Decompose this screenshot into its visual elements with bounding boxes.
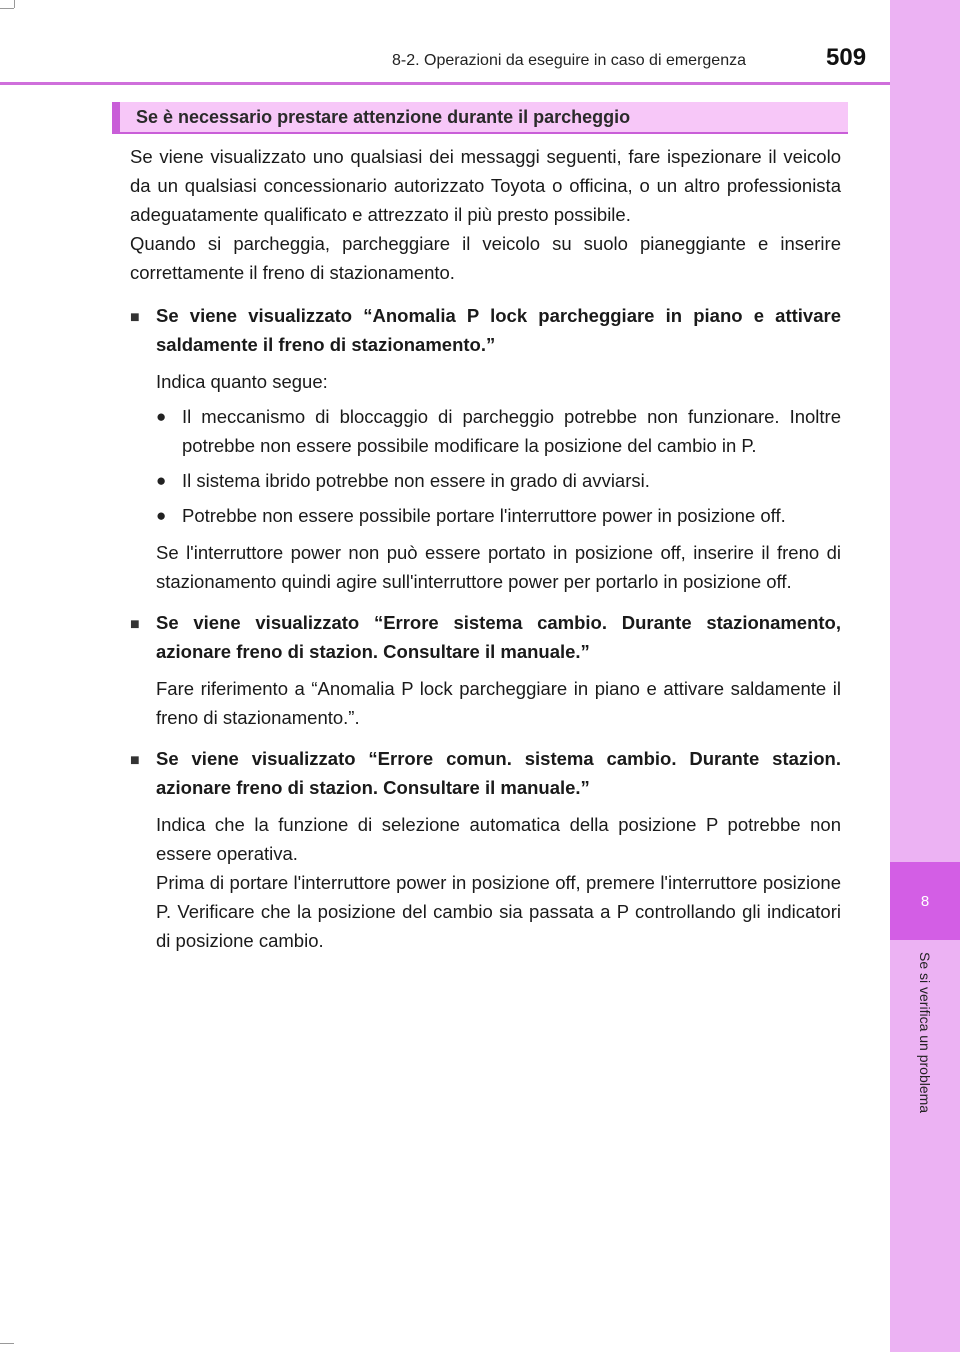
round-bullet-icon: ● [156,471,167,490]
running-header: 8-2. Operazioni da eseguire in caso di emergenza [392,52,746,69]
crop-mark [0,1343,14,1344]
item-heading-text: Se viene visualizzato “Errore comun. sistema cambio. Durante stazion. azionare freno di stazion. Consultare il manuale.” [156,748,841,798]
list-item [130,501,841,530]
square-bullet-icon: ■ [130,616,140,633]
item-heading-text: Se viene visualizzato “Anomalia P lock parcheggiare in piano e attivare saldamente il freno di stazionamento.” [156,305,841,355]
header-rule [0,82,890,85]
crop-mark [14,0,15,8]
square-bullet-icon: ■ [130,752,140,769]
list-item-text: Il sistema ibrido potrebbe non essere in grado di avviarsi. [182,470,650,491]
item-paragraph: Fare riferimento a “Anomalia P lock parcheggiare in piano e attivare saldamente il freno di stazionamento.”. [156,678,841,728]
section-title-box [112,102,848,134]
item-heading [130,744,841,802]
round-bullet-icon: ● [156,506,167,525]
list-item [130,402,841,460]
chapter-number: 8 [920,892,930,910]
crop-mark [0,8,14,9]
page-body [130,142,841,955]
item-paragraph: Indica che la funzione di selezione automatica della posizione P potrebbe non essere operativa. [156,814,841,864]
side-tab-strip [890,0,960,1352]
chapter-title: Se si verifica un problema [917,952,933,1114]
round-bullet-icon: ● [156,407,167,426]
item-heading [130,608,841,666]
item-lead: Indica quanto segue: [156,371,328,392]
list-item-text: Potrebbe non essere possibile portare l'interruttore power in posizione off. [182,505,786,526]
item-heading [130,301,841,359]
item-paragraph: Se l'interruttore power non può essere portato in posizione off, inserire il freno di stazionamento quindi agire sull'interruttore power per portarlo in posizione off. [156,542,841,592]
item-paragraph: Prima di portare l'interruttore power in posizione off, premere l'interruttore posizione P. Verificare che la posizione del cambio sia passata a P controllando gli indicatori di posizione cambio. [156,872,841,951]
section-title: Se è necessario prestare attenzione durante il parcheggio [136,107,631,127]
list-item-text: Il meccanismo di bloccaggio di parcheggio potrebbe non funzionare. Inoltre potrebbe non essere possibile modificare la posizione del cambio in P. [182,406,841,456]
chapter-number-tab [890,862,960,940]
intro-paragraph: Quando si parcheggia, parcheggiare il veicolo su suolo pianeggiante e inserire correttamente il freno di stazionamento. [130,233,841,283]
square-bullet-icon: ■ [130,309,140,326]
list-item [130,466,841,495]
page-number: 509 [826,44,867,71]
item-heading-text: Se viene visualizzato “Errore sistema cambio. Durante stazionamento, azionare freno di stazion. Consultare il manuale.” [156,612,841,662]
intro-paragraph: Se viene visualizzato uno qualsiasi dei messaggi seguenti, fare ispezionare il veicolo da un qualsiasi concessionario autorizzato Toyota o officina, o un altro professionista adeguatamente qualificato e attrezzato il più presto possibile. [130,146,841,225]
